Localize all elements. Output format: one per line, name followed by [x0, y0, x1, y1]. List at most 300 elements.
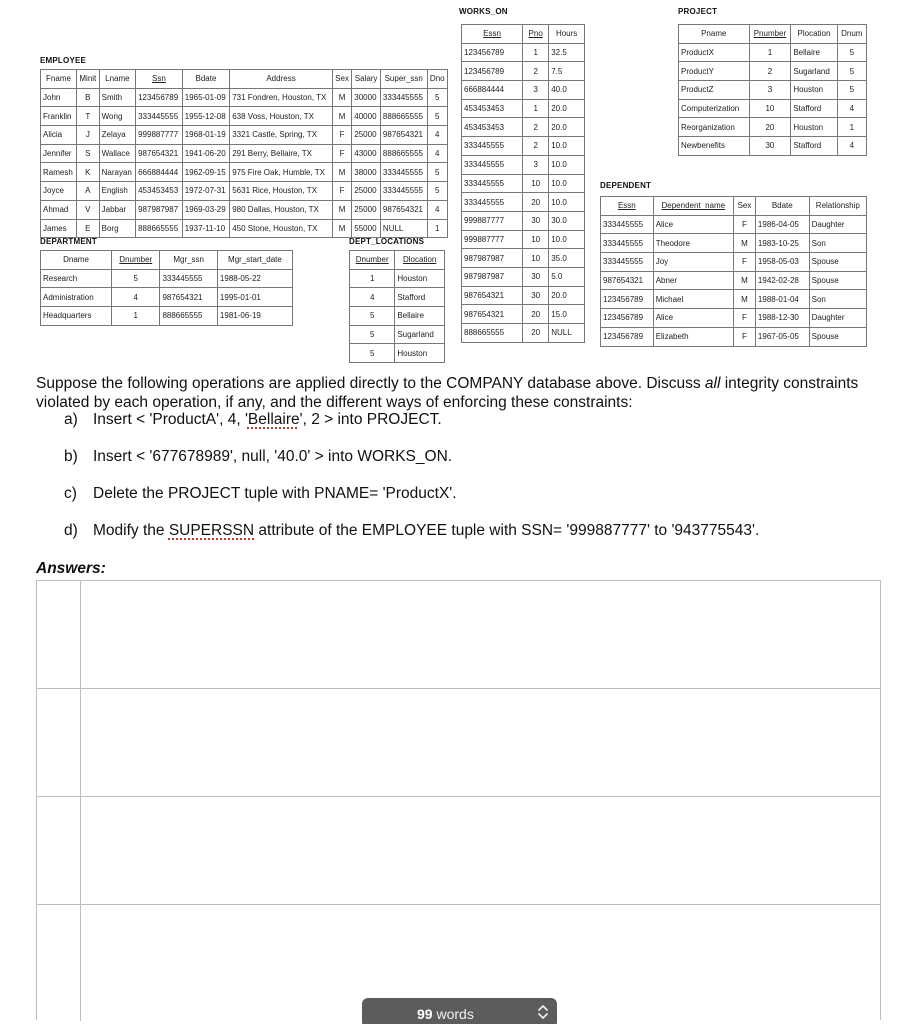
table-cell: 1937-11-10	[182, 219, 230, 238]
table-cell: 40000	[352, 107, 381, 126]
table-cell: F	[332, 126, 351, 145]
table-row	[41, 88, 448, 107]
answer-label-cell	[37, 797, 81, 904]
table-cell: F	[733, 215, 755, 234]
table-cell: F	[733, 253, 755, 272]
table-cell: Jabbar	[99, 200, 135, 219]
question-intro-text-2: integrity constraints violated by each operation, if any, and the different ways of enforcing these constraints:	[36, 375, 859, 411]
table-row	[41, 182, 448, 201]
question-item-label: c)	[64, 485, 77, 502]
table-cell: 291 Berry, Bellaire, TX	[230, 144, 333, 163]
column-header: Salary	[352, 70, 381, 89]
table-cell: 1	[427, 219, 447, 238]
answers-heading: Answers:	[36, 560, 106, 577]
table-row	[679, 81, 867, 100]
answer-label-cell	[37, 581, 81, 688]
table-cell: 987987987	[136, 200, 183, 219]
table-cell: 5	[350, 325, 395, 344]
table-header-row	[350, 251, 445, 270]
chevron-up-down-icon[interactable]	[537, 1004, 549, 1020]
table-row	[350, 344, 445, 363]
table-cell: S	[77, 144, 100, 163]
table-cell: 333445555	[462, 193, 523, 212]
table-header-row	[41, 70, 448, 89]
dependent-title: DEPENDENT	[600, 181, 652, 190]
table-header-row	[679, 25, 867, 44]
table-cell: 20.0	[549, 99, 585, 118]
question-item-c	[64, 485, 457, 503]
table-cell: Computerization	[679, 99, 750, 118]
table-cell: 333445555	[136, 107, 183, 126]
table-row	[350, 307, 445, 326]
answer-row-b	[37, 689, 880, 797]
table-cell: 333445555	[462, 174, 523, 193]
table-cell: Franklin	[41, 107, 77, 126]
table-row	[601, 271, 867, 290]
table-row	[601, 234, 867, 253]
table-cell: 980 Dallas, Houston, TX	[230, 200, 333, 219]
answer-row-a	[37, 581, 880, 689]
table-row	[679, 99, 867, 118]
table-cell: 1955-12-08	[182, 107, 230, 126]
table-cell: 888665555	[380, 107, 427, 126]
table-cell: 1962-09-15	[182, 163, 230, 182]
question-item-b	[64, 448, 452, 466]
question-item-label: b)	[64, 448, 78, 465]
table-cell: ProductX	[679, 43, 750, 62]
table-cell: Bellaire	[395, 307, 445, 326]
table-cell: 10	[523, 230, 549, 249]
table-cell: Daughter	[809, 309, 866, 328]
table-cell: 3321 Castle, Spring, TX	[230, 126, 333, 145]
table-cell: ProductZ	[679, 81, 750, 100]
table-cell: 888665555	[462, 324, 523, 343]
dept-locations-title: DEPT_LOCATIONS	[349, 237, 425, 246]
table-cell: 987987987	[462, 249, 523, 268]
table-cell: 123456789	[601, 290, 654, 309]
table-cell: 30.0	[549, 211, 585, 230]
table-cell: 666884444	[462, 81, 523, 100]
table-row	[462, 267, 585, 286]
table-cell: 5	[350, 307, 395, 326]
table-row	[601, 215, 867, 234]
answer-input-cell[interactable]	[81, 581, 880, 688]
table-cell: 5	[427, 88, 447, 107]
table-row	[679, 62, 867, 81]
column-header: Sex	[733, 197, 755, 216]
table-cell: 3	[749, 81, 791, 100]
table-cell: 453453453	[462, 99, 523, 118]
table-row	[462, 155, 585, 174]
column-header: Plocation	[791, 25, 837, 44]
table-cell: 987654321	[462, 286, 523, 305]
table-cell: 3	[523, 155, 549, 174]
table-cell: M	[332, 88, 351, 107]
column-header: Relationship	[809, 197, 866, 216]
table-cell: Daughter	[809, 215, 866, 234]
table-row	[462, 137, 585, 156]
table-cell: Stafford	[395, 288, 445, 307]
table-cell: 10	[523, 249, 549, 268]
column-header: Pnumber	[749, 25, 791, 44]
table-cell: A	[77, 182, 100, 201]
table-cell: F	[733, 327, 755, 346]
table-cell: 333445555	[380, 163, 427, 182]
table-cell: 123456789	[462, 43, 523, 62]
table-cell: 1968-01-19	[182, 126, 230, 145]
table-row	[41, 288, 293, 307]
table-cell: Alice	[653, 215, 733, 234]
column-header: Dlocation	[395, 251, 445, 270]
table-cell: Spouse	[809, 327, 866, 346]
table-cell: Michael	[653, 290, 733, 309]
question-item-d	[64, 522, 759, 540]
table-cell: 20	[749, 118, 791, 137]
table-cell: 333445555	[462, 155, 523, 174]
table-cell: 1995-01-01	[217, 288, 292, 307]
table-cell: M	[332, 200, 351, 219]
table-cell: 987654321	[462, 305, 523, 324]
table-row	[462, 174, 585, 193]
table-cell: NULL	[549, 324, 585, 343]
column-header: Dnumber	[350, 251, 395, 270]
table-cell: 2	[523, 62, 549, 81]
employee-title: EMPLOYEE	[40, 56, 87, 65]
column-header: Sex	[332, 70, 351, 89]
answer-input-cell[interactable]	[81, 797, 880, 904]
table-cell: 1981-06-19	[217, 307, 292, 326]
column-header: Bdate	[182, 70, 230, 89]
table-cell: Stafford	[791, 137, 837, 156]
table-cell: Elizabeth	[653, 327, 733, 346]
table-cell: 30	[523, 267, 549, 286]
table-cell: 30000	[352, 88, 381, 107]
answer-input-cell[interactable]	[81, 689, 880, 796]
table-cell: 453453453	[136, 182, 183, 201]
word-count-number: 99	[417, 1006, 433, 1022]
column-header: Minit	[77, 70, 100, 89]
table-cell: 1	[749, 43, 791, 62]
column-header: Essn	[462, 25, 523, 44]
table-row	[462, 43, 585, 62]
table-row	[41, 107, 448, 126]
table-cell: 1972-07-31	[182, 182, 230, 201]
table-cell: 2	[749, 62, 791, 81]
word-count-label	[417, 1006, 474, 1022]
column-header: Mgr_start_date	[217, 251, 292, 270]
table-cell: 25000	[352, 182, 381, 201]
table-cell: ProductY	[679, 62, 750, 81]
table-row	[462, 99, 585, 118]
table-cell: 333445555	[380, 88, 427, 107]
table-cell: 32.5	[549, 43, 585, 62]
column-header: Address	[230, 70, 333, 89]
table-row	[41, 200, 448, 219]
table-cell: 1988-05-22	[217, 269, 292, 288]
table-cell: 55000	[352, 219, 381, 238]
table-cell: 4	[427, 144, 447, 163]
table-row	[41, 307, 293, 326]
question-intro-text-1: Suppose the following operations are applied directly to the COMPANY database above. Discuss	[36, 375, 705, 392]
column-header: Pno	[523, 25, 549, 44]
question-item-label: d)	[64, 522, 78, 539]
table-row	[462, 211, 585, 230]
table-cell: 1942-02-28	[755, 271, 809, 290]
table-cell: 1988-01-04	[755, 290, 809, 309]
table-row	[350, 288, 445, 307]
table-cell: 10.0	[549, 230, 585, 249]
table-cell: 10	[523, 174, 549, 193]
table-cell: 987654321	[160, 288, 217, 307]
table-cell: James	[41, 219, 77, 238]
question-intro	[36, 374, 866, 412]
table-cell: 333445555	[601, 253, 654, 272]
table-cell: M	[733, 290, 755, 309]
table-row	[601, 327, 867, 346]
employee-table	[40, 69, 448, 238]
table-cell: 123456789	[601, 309, 654, 328]
table-cell: 25000	[352, 200, 381, 219]
table-cell: 987654321	[136, 144, 183, 163]
table-cell: 20	[523, 324, 549, 343]
table-cell: 987654321	[601, 271, 654, 290]
table-cell: 999887777	[462, 230, 523, 249]
table-cell: 43000	[352, 144, 381, 163]
table-cell: 4	[350, 288, 395, 307]
answer-label-cell	[37, 689, 81, 796]
table-cell: 10.0	[549, 137, 585, 156]
column-header: Dno	[427, 70, 447, 89]
table-cell: M	[733, 271, 755, 290]
table-cell: T	[77, 107, 100, 126]
table-cell: Wallace	[99, 144, 135, 163]
table-cell: 15.0	[549, 305, 585, 324]
table-cell: Houston	[395, 344, 445, 363]
column-header: Essn	[601, 197, 654, 216]
table-cell: 1986-04-05	[755, 215, 809, 234]
table-row	[462, 193, 585, 212]
works-on-table	[461, 24, 585, 343]
table-cell: 30	[523, 286, 549, 305]
word-count-unit: words	[436, 1006, 474, 1022]
question-item-label: a)	[64, 411, 78, 428]
column-header: Ssn	[136, 70, 183, 89]
table-cell: 333445555	[601, 215, 654, 234]
table-row	[350, 325, 445, 344]
question-item-text: Modify the	[93, 522, 169, 539]
table-cell: John	[41, 88, 77, 107]
table-cell: 10.0	[549, 193, 585, 212]
table-cell: Stafford	[791, 99, 837, 118]
table-cell: 5	[427, 163, 447, 182]
column-header: Dependent_name	[653, 197, 733, 216]
column-header: Hours	[549, 25, 585, 44]
table-cell: 30	[523, 211, 549, 230]
works-on-title: WORKS_ON	[459, 7, 508, 16]
table-row	[462, 324, 585, 343]
table-cell: F	[332, 144, 351, 163]
table-cell: Son	[809, 290, 866, 309]
question-item-text: Insert < '677678989', null, '40.0' > into WORKS_ON.	[93, 448, 453, 465]
table-cell: Bellaire	[791, 43, 837, 62]
spellcheck-flag[interactable]: Bellaire	[247, 411, 300, 428]
table-cell: 5	[837, 43, 866, 62]
table-cell: F	[332, 182, 351, 201]
table-cell: 123456789	[136, 88, 183, 107]
table-cell: Alice	[653, 309, 733, 328]
table-cell: 5.0	[549, 267, 585, 286]
table-header-row	[462, 25, 585, 44]
table-cell: 38000	[352, 163, 381, 182]
table-row	[601, 309, 867, 328]
spellcheck-flag[interactable]: SUPERSSN	[168, 522, 255, 539]
table-cell: 1	[523, 43, 549, 62]
table-row	[679, 137, 867, 156]
project-title: PROJECT	[678, 7, 718, 16]
table-cell: Houston	[395, 269, 445, 288]
table-cell: 987654321	[380, 200, 427, 219]
table-row	[679, 118, 867, 137]
dept-locations-table	[349, 250, 445, 363]
table-cell: Smith	[99, 88, 135, 107]
table-cell: 450 Stone, Houston, TX	[230, 219, 333, 238]
table-cell: 10.0	[549, 155, 585, 174]
table-row	[41, 163, 448, 182]
column-header: Pname	[679, 25, 750, 44]
table-cell: M	[733, 234, 755, 253]
table-cell: Joy	[653, 253, 733, 272]
column-header: Dnumber	[112, 251, 160, 270]
column-header: Bdate	[755, 197, 809, 216]
table-cell: NULL	[380, 219, 427, 238]
table-cell: 4	[837, 137, 866, 156]
table-cell: English	[99, 182, 135, 201]
table-cell: 1969-03-29	[182, 200, 230, 219]
table-cell: Jennifer	[41, 144, 77, 163]
table-cell: 5631 Rice, Houston, TX	[230, 182, 333, 201]
question-item-text: Delete the PROJECT tuple with PNAME= 'ProductX'.	[93, 485, 457, 502]
table-cell: 2	[523, 137, 549, 156]
table-row	[41, 144, 448, 163]
column-header: Fname	[41, 70, 77, 89]
table-cell: 1	[523, 99, 549, 118]
table-cell: 975 Fire Oak, Humble, TX	[230, 163, 333, 182]
table-cell: Spouse	[809, 253, 866, 272]
question-item-a	[64, 411, 442, 429]
table-cell: 3	[523, 81, 549, 100]
table-cell: 5	[350, 344, 395, 363]
table-cell: Zelaya	[99, 126, 135, 145]
table-cell: Newbenefits	[679, 137, 750, 156]
table-cell: 638 Voss, Houston, TX	[230, 107, 333, 126]
table-cell: 1	[112, 307, 160, 326]
table-cell: Abner	[653, 271, 733, 290]
table-cell: Sugarland	[791, 62, 837, 81]
table-cell: 888665555	[160, 307, 217, 326]
table-cell: J	[77, 126, 100, 145]
table-cell: 4	[112, 288, 160, 307]
table-cell: Borg	[99, 219, 135, 238]
department-table	[40, 250, 293, 326]
table-cell: 35.0	[549, 249, 585, 268]
table-cell: 30	[749, 137, 791, 156]
table-cell: 987654321	[380, 126, 427, 145]
table-cell: 731 Fondren, Houston, TX	[230, 88, 333, 107]
table-cell: 333445555	[601, 234, 654, 253]
table-row	[601, 253, 867, 272]
table-cell: 10	[749, 99, 791, 118]
table-cell: 20.0	[549, 286, 585, 305]
table-row	[462, 305, 585, 324]
table-row	[462, 286, 585, 305]
table-cell: 333445555	[380, 182, 427, 201]
table-cell: 5	[837, 81, 866, 100]
table-cell: 987987987	[462, 267, 523, 286]
table-cell: 5	[112, 269, 160, 288]
table-cell: Ramesh	[41, 163, 77, 182]
table-cell: 333445555	[160, 269, 217, 288]
table-cell: 888665555	[136, 219, 183, 238]
table-cell: 1	[837, 118, 866, 137]
table-cell: Houston	[791, 118, 837, 137]
department-title: DEPARTMENT	[40, 237, 97, 246]
question-item-text: Insert < 'ProductA', 4, '	[93, 411, 248, 428]
table-cell: M	[332, 219, 351, 238]
table-cell: Spouse	[809, 271, 866, 290]
table-cell: 1967-05-05	[755, 327, 809, 346]
table-cell: 1983-10-25	[755, 234, 809, 253]
table-cell: Theodore	[653, 234, 733, 253]
table-cell: Joyce	[41, 182, 77, 201]
table-cell: 25000	[352, 126, 381, 145]
table-cell: 5	[837, 62, 866, 81]
table-cell: Ahmad	[41, 200, 77, 219]
table-cell: Headquarters	[41, 307, 112, 326]
table-cell: 123456789	[462, 62, 523, 81]
table-cell: 333445555	[462, 137, 523, 156]
answer-label-cell	[37, 905, 81, 1021]
table-cell: 4	[427, 200, 447, 219]
table-cell: 888665555	[380, 144, 427, 163]
table-row	[350, 269, 445, 288]
table-cell: K	[77, 163, 100, 182]
table-cell: Wong	[99, 107, 135, 126]
column-header: Super_ssn	[380, 70, 427, 89]
answer-row-c	[37, 797, 880, 905]
table-cell: 1958-05-03	[755, 253, 809, 272]
table-row	[462, 118, 585, 137]
table-cell: Alicia	[41, 126, 77, 145]
table-cell: Sugarland	[395, 325, 445, 344]
table-cell: M	[332, 163, 351, 182]
table-cell: 20	[523, 193, 549, 212]
table-cell: Research	[41, 269, 112, 288]
column-header: Dnum	[837, 25, 866, 44]
column-header: Dname	[41, 251, 112, 270]
table-cell: 999887777	[136, 126, 183, 145]
table-cell: 5	[427, 182, 447, 201]
dependent-table	[600, 196, 867, 347]
table-cell: 7.5	[549, 62, 585, 81]
table-cell: 40.0	[549, 81, 585, 100]
column-header: Mgr_ssn	[160, 251, 217, 270]
word-count-widget[interactable]	[362, 998, 557, 1024]
table-cell: 5	[427, 107, 447, 126]
table-row	[462, 81, 585, 100]
table-cell: 1965-01-09	[182, 88, 230, 107]
table-cell: Reorganization	[679, 118, 750, 137]
table-header-row	[41, 251, 293, 270]
